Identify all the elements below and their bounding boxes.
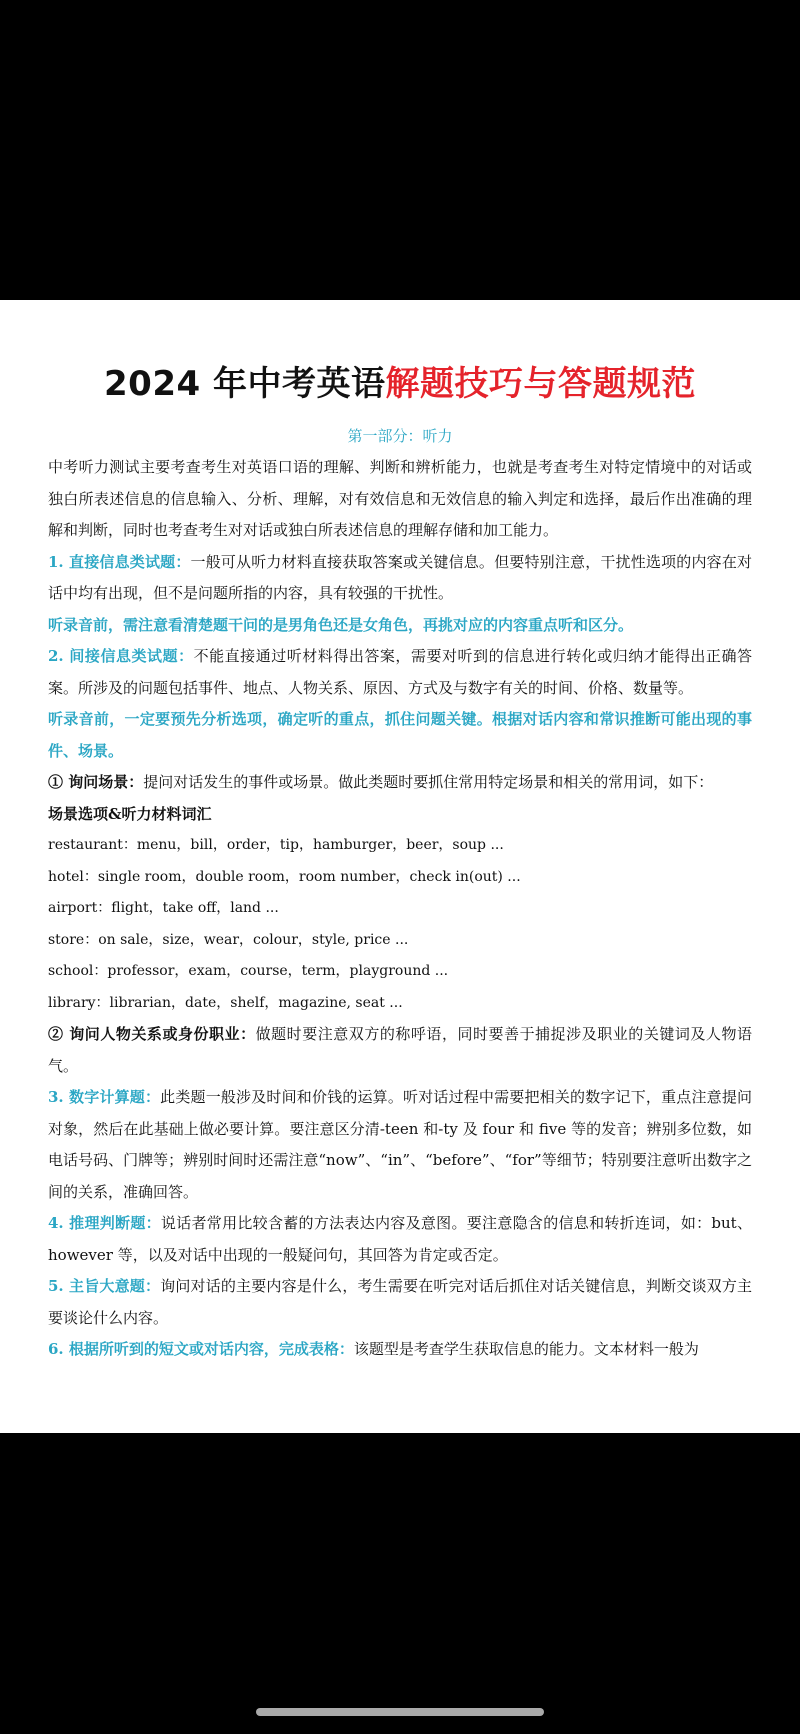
vocab-heading: 场景选项&听力材料词汇 [48, 804, 212, 823]
section-6 [48, 1334, 752, 1366]
title-part1: 2024 年中考英语 [104, 364, 386, 404]
section-4-text: 说话者常用比较含蓄的方法表达内容及意图。要注意隐含的信息和转折连词，如：but、however 等，以及对话中出现的一般疑问句，其回答为肯定或否定。 [48, 1214, 752, 1264]
vocab-line-hotel: hotel：single room，double room，room number，check in(out) ... [48, 868, 521, 885]
section-4-heading: 4. 推理判断题： [48, 1214, 161, 1232]
section-2-heading: 2. 间接信息类试题： [48, 647, 194, 665]
item-2 [48, 1019, 752, 1082]
section-1-tip: 听录音前，需注意看清楚题干问的是男角色还是女角色，再挑对应的内容重点听和区分。 [48, 615, 634, 634]
section-subtitle: 第一部分：听力 [347, 427, 453, 445]
vocab-line-store: store：on sale，size，wear，colour，style, price ... [48, 931, 409, 948]
vocab-line-library: library：librarian，date，shelf，magazine, seat ... [48, 994, 403, 1011]
title-part2: 解题技巧与答题规范 [385, 364, 696, 404]
item-2-label: ② 询问人物关系或身份职业： [48, 1025, 256, 1043]
section-3 [48, 1082, 752, 1208]
section-5-text: 询问对话的主要内容是什么，考生需要在听完对话后抓住对话关键信息，判断交谈双方主要谈论什么内容。 [48, 1277, 752, 1327]
intro-paragraph: 中考听力测试主要考查考生对英语口语的理解、判断和辨析能力，也就是考查考生对特定情境中的对话或独白所表述信息的信息输入、分析、理解，对有效信息和无效信息的输入判定和选择，最后作出准确的理解和判断，同时也考查考生对对话或独白所表述信息的理解存储和加工能力。 [48, 458, 752, 539]
section-4 [48, 1208, 752, 1271]
item-1-text: 提问对话发生的事件或场景。做此类题时要抓住常用特定场景和相关的常用词，如下： [143, 773, 714, 791]
item-2-text: 做题时要注意双方的称呼语，同时要善于捕捉涉及职业的关键词及人物语气。 [48, 1025, 752, 1075]
item-1 [48, 767, 752, 799]
section-2-tip: 听录音前，一定要预先分析选项，确定听的重点，抓住问题关键。根据对话内容和常识推断可能出现的事件、场景。 [48, 710, 752, 760]
section-5 [48, 1271, 752, 1334]
section-3-heading: 3. 数字计算题： [48, 1088, 161, 1106]
home-indicator[interactable] [256, 1708, 544, 1716]
section-5-heading: 5. 主旨大意题： [48, 1277, 161, 1295]
section-1-text: 一般可从听力材料直接获取答案或关键信息。但要特别注意，干扰性选项的内容在对话中均有出现，但不是问题所指的内容，具有较强的干扰性。 [48, 552, 752, 602]
page-title [48, 356, 752, 405]
vocab-line-school: school：professor，exam，course，term，playground ... [48, 963, 449, 979]
vocab-line-airport: airport：flight，take off，land ... [48, 900, 279, 916]
item-1-label: ① 询问场景： [48, 773, 144, 791]
section-2-text: 不能直接通过听材料得出答案，需要对听到的信息进行转化或归纳才能得出正确答案。所涉及的问题包括事件、地点、人物关系、原因、方式及与数字有关的时间、价格、数量等。 [48, 647, 752, 697]
section-1 [48, 547, 752, 610]
document-page [0, 300, 800, 1433]
section-2 [48, 641, 752, 704]
vocab-line-restaurant: restaurant：menu，bill，order，tip，hamburger，beer，soup ... [48, 837, 504, 853]
section-1-heading: 1. 直接信息类试题： [48, 552, 191, 571]
section-6-text: 该题型是考查学生获取信息的能力。文本材料一般为 [353, 1340, 699, 1358]
section-6-heading: 6. 根据所听到的短文或对话内容，完成表格： [48, 1340, 354, 1358]
section-3-text: 此类题一般涉及时间和价钱的运算。听对话过程中需要把相关的数字记下，重点注意提问对象，然后在此基础上做必要计算。要注意区分清-teen 和-ty 及 four 和 five 等的发音；辨别多位数，如电话号码、门牌等；辨别时间时还需注意“now”、“in”、“before”、“for”等细节；特别要注意听出数字之间的关系，准确回答。 [48, 1088, 752, 1201]
